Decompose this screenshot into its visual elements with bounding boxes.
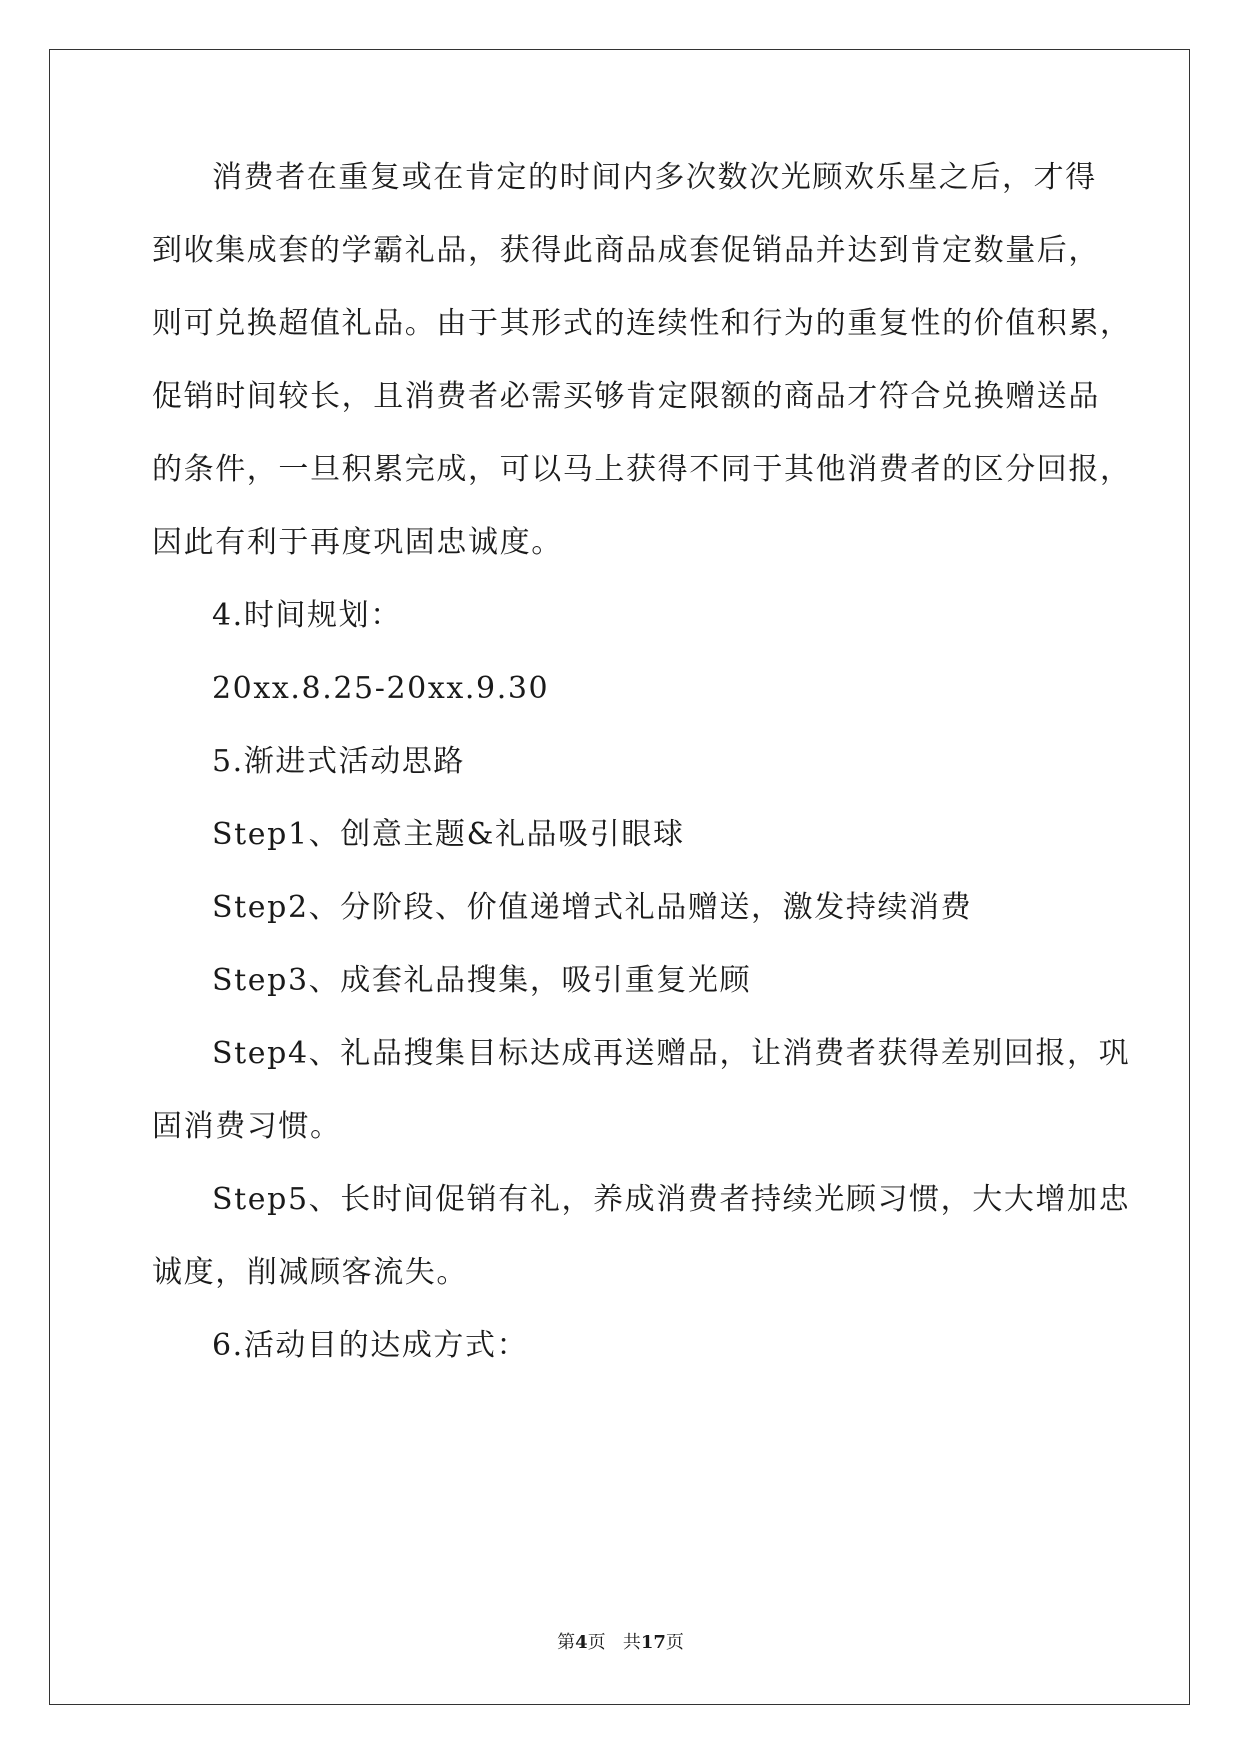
paragraph-line: 消费者在重复或在肯定的时间内多次数次光顾欢乐星之后，才得 <box>212 160 1097 195</box>
page-footer <box>0 1628 1241 1654</box>
footer-total-suffix: 页 <box>665 1632 684 1653</box>
paragraph-line: 诚度，削减顾客流失。 <box>152 1255 468 1290</box>
current-page-number: 4 <box>575 1632 588 1653</box>
date-range: 20xx.8.25-20xx.9.30 <box>212 671 550 706</box>
paragraph-line: 则可兑换超值礼品。由于其形式的连续性和行为的重复性的价值积累， <box>152 306 1132 341</box>
step-item: Step5、长时间促销有礼，养成消费者持续光顾习惯，大大增加忠 <box>212 1182 1131 1217</box>
paragraph-line: 因此有利于再度巩固忠诚度。 <box>152 525 563 560</box>
paragraph-line: 固消费习惯。 <box>152 1109 342 1144</box>
paragraph-line: 到收集成套的学霸礼品，获得此商品成套促销品并达到肯定数量后， <box>152 233 1100 268</box>
footer-total-prefix: 共 <box>622 1632 641 1653</box>
step-item: Step3、成套礼品搜集，吸引重复光顾 <box>212 963 752 998</box>
total-page-count: 17 <box>640 1632 666 1653</box>
page-border <box>49 49 1190 1705</box>
step-item: Step2、分阶段、价值递增式礼品赠送，激发持续消费 <box>212 890 973 925</box>
section-heading: 6.活动目的达成方式： <box>212 1328 529 1363</box>
step-item: Step4、礼品搜集目标达成再送赠品，让消费者获得差别回报，巩 <box>212 1036 1131 1071</box>
footer-page-suffix: 页 <box>587 1632 606 1653</box>
section-heading: 4.时间规划： <box>212 598 402 633</box>
step-item: Step1、创意主题&礼品吸引眼球 <box>212 817 685 852</box>
section-heading: 5.渐进式活动思路 <box>212 744 466 779</box>
footer-prefix: 第 <box>557 1632 576 1653</box>
paragraph-line: 的条件，一旦积累完成，可以马上获得不同于其他消费者的区分回报， <box>152 452 1132 487</box>
paragraph-line: 促销时间较长，且消费者必需买够肯定限额的商品才符合兑换赠送品 <box>152 379 1100 414</box>
